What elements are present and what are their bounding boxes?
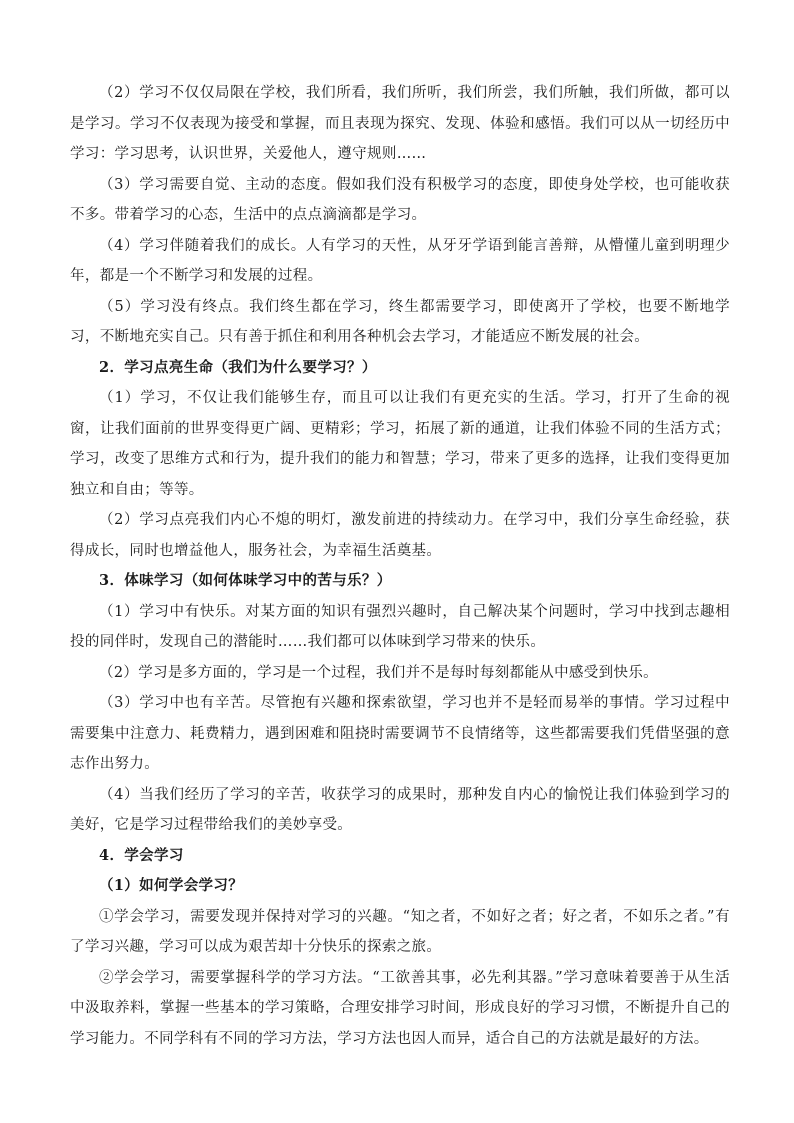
- document-body: [70, 78, 730, 1054]
- paragraph: （3）学习中也有辛苦。尽管抱有兴趣和探索欲望，学习也并不是轻而易举的事情。学习过程中需要集中注意力、耗费精力，遇到困难和阻挠时需要调节不良情绪等，这些都需要我们凭借坚强的意志作出努力。: [70, 695, 730, 772]
- subsection-heading: （1）如何学会学习？: [99, 877, 244, 894]
- paragraph: （2）学习点亮我们内心不熄的明灯，激发前进的持续动力。在学习中，我们分享生命经验，获得成长，同时也增益他人，服务社会，为幸福生活奠基。: [70, 512, 730, 559]
- paragraph: （2）学习是多方面的，学习是一个过程，我们并不是每时每刻都能从中感受到快乐。: [99, 664, 659, 681]
- section-heading: 2．学习点亮生命（我们为什么要学习？）: [99, 358, 377, 376]
- paragraph: （3）学习需要自觉、主动的态度。假如我们没有积极学习的态度，即使身处学校，也可能收获不多。带着学习的心态，生活中的点点滴滴都是学习。: [70, 176, 730, 223]
- paragraph: （1）学习中有快乐。对某方面的知识有强烈兴趣时，自己解决某个问题时，学习中找到志趣相投的同伴时，发现自己的潜能时……我们都可以体味到学习带来的快乐。: [70, 603, 730, 650]
- paragraph: （4）当我们经历了学习的辛苦，收获学习的成果时，那种发自内心的愉悦让我们体验到学习的美好，它是学习过程带给我们的美妙享受。: [70, 786, 730, 833]
- paragraph: （2）学习不仅仅局限在学校，我们所看，我们所听，我们所尝，我们所触，我们所做，都可以是学习。学习不仅表现为接受和掌握，而且表现为探究、发现、体验和感悟。我们可以从一切经历中学习：学习思考，认识世界，关爱他人，遵守规则……: [70, 85, 730, 162]
- paragraph: ①学会学习，需要发现并保持对学习的兴趣。“知之者，不如好之者；好之者，不如乐之者。”有了学习兴趣，学习可以成为艰苦却十分快乐的探索之旅。: [70, 908, 730, 955]
- section-heading: 3．体味学习（如何体味学习中的苦与乐？）: [99, 572, 392, 589]
- paragraph: ②学会学习，需要掌握科学的学习方法。“工欲善其事，必先利其器。”学习意味着要善于从生活中汲取养料，掌握一些基本的学习策略，合理安排学习时间，形成良好的学习习惯，不断提升自己的学习能力。不同学科有不同的学习方法，学习方法也因人而异，适合自己的方法就是最好的方法。: [70, 969, 730, 1047]
- section-heading: 4．学会学习: [99, 846, 184, 864]
- paragraph: （5）学习没有终点。我们终生都在学习，终生都需要学习，即使离开了学校，也要不断地学习，不断地充实自己。只有善于抓住和利用各种机会去学习，才能适应不断发展的社会。: [70, 298, 730, 345]
- paragraph: （4）学习伴随着我们的成长。人有学习的天性，从牙牙学语到能言善辩，从懵懂儿童到明理少年，都是一个不断学习和发展的过程。: [70, 237, 730, 284]
- paragraph: （1）学习，不仅让我们能够生存，而且可以让我们有更充实的生活。学习，打开了生命的视窗，让我们面前的世界变得更广阔、更精彩；学习，拓展了新的通道，让我们体验不同的生活方式；学习，改变了思维方式和行为，提升我们的能力和智慧；学习，带来了更多的选择，让我们变得更加独立和自由；等等。: [70, 390, 730, 498]
